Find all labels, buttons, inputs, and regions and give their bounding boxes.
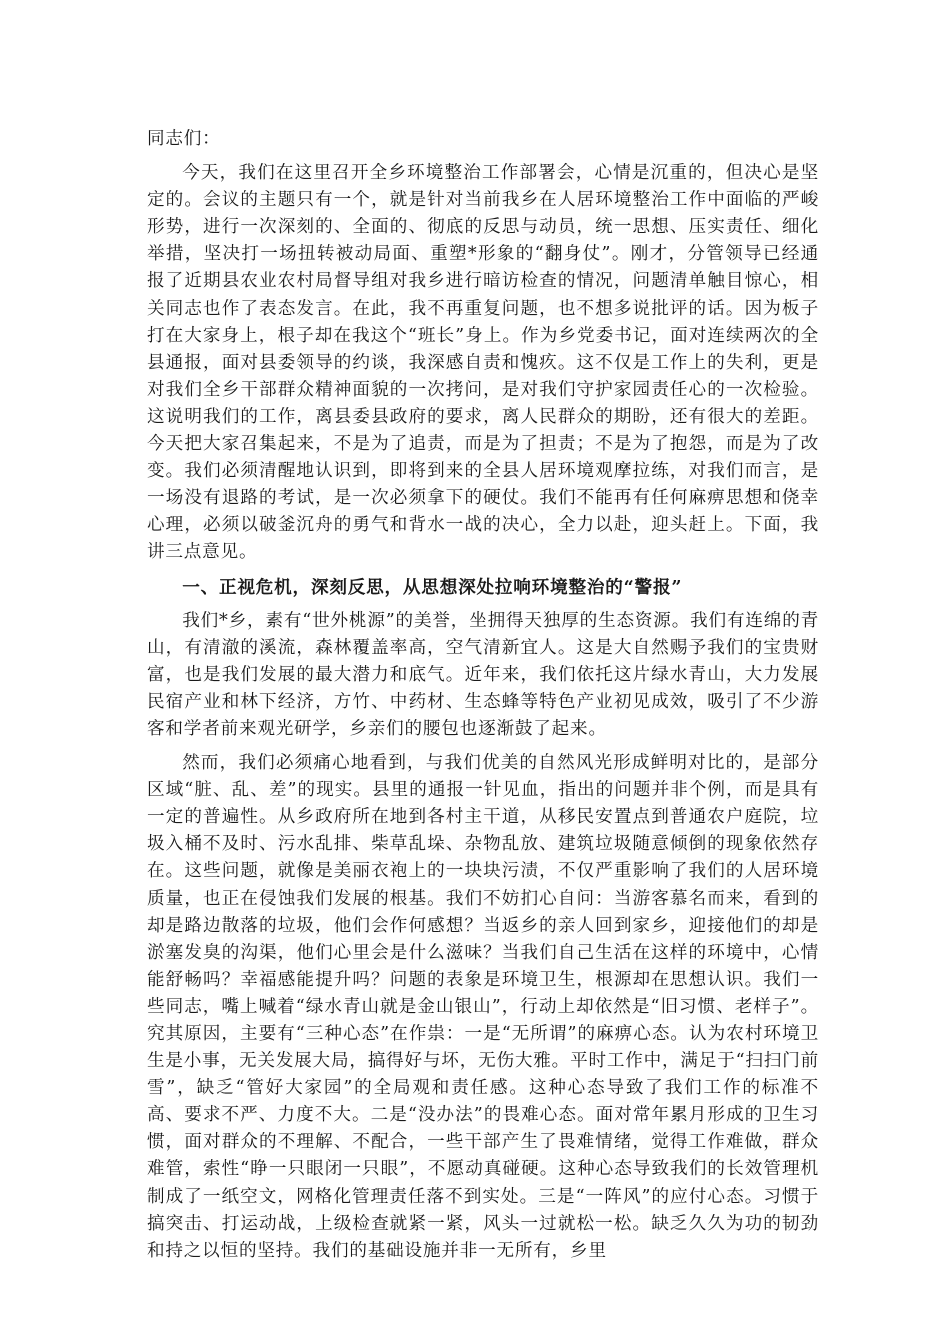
paragraph-section1-body: 然而，我们必须痛心地看到，与我们优美的自然风光形成鲜明对比的，是部分区域“脏、乱、差”的现实。县里的通报一针见血，指出的问题并非个例，而是具有一定的普遍性。从乡政府所在地到各村主干道，从移民安置点到普通农户庭院，垃圾入桶不及时、污水乱排、柴草乱垛、杂物乱放、建筑垃圾随意倾倒的现象依然存在。这些问题，就像是美丽衣袍上的一块块污渍，不仅严重影响了我们的人居环境质量，也正在侵蚀我们发展的根基。我们不妨扪心自问：当游客慕名而来，看到的却是路边散落的垃圾，他们会作何感想？当返乡的亲人回到家乡，迎接他们的却是淤塞发臭的沟渠，他们心里会是什么滋味？当我们自己生活在这样的环境中，心情能舒畅吗？幸福感能提升吗？问题的表象是环境卫生，根源却在思想认识。我们一些同志，嘴上喊着“绿水青山就是金山银山”，行动上却依然是“旧习惯、老样子”。究其原因，主要有“三种心态”在作祟：一是“无所谓”的麻痹心态。认为农村环境卫生是小事，无关发展大局，搞得好与坏，无伤大雅。平时工作中，满足于“扫扫门前雪”，缺乏“管好大家园”的全局观和责任感。这种心态导致了我们工作的标准不高、要求不严、力度不大。二是“没办法”的畏难心态。面对常年累月形成的卫生习惯，面对群众的不理解、不配合，一些干部产生了畏难情绪，觉得工作难做，群众难管，索性“睁一只眼闭一只眼”，不愿动真碰硬。这种心态导致我们的长效管理机制成了一纸空文，网格化管理责任落不到实处。三是“一阵风”的应付心态。习惯于搞突击、打运动战，上级检查就紧一紧，风头一过就松一松。缺乏久久为功的韧劲和持之以恒的坚持。我们的基础设施并非一无所有，乡里	[147, 753, 819, 1261]
document-body	[147, 126, 819, 1272]
section-heading-1: 一、正视危机，深刻反思，从思想深处拉响环境整治的“警报”	[182, 576, 683, 598]
paragraph-section1-intro: 我们*乡，素有“世外桃源”的美誉，坐拥得天独厚的生态资源。我们有连绵的青山，有清澈的溪流，森林覆盖率高，空气清新宜人。这是大自然赐予我们的宝贵财富，也是我们发展的最大潜力和底气。近年来，我们依托这片绿水青山，大力发展民宿产业和林下经济，方竹、中药材、生态蜂等特色产业初见成效，吸引了不少游客和学者前来观光研学，乡亲们的腰包也逐渐鼓了起来。	[147, 610, 819, 739]
salutation: 同志们：	[147, 129, 221, 149]
paragraph-opening: 今天，我们在这里召开全乡环境整治工作部署会，心情是沉重的，但决心是坚定的。会议的主题只有一个，就是针对当前我乡在人居环境整治工作中面临的严峻形势，进行一次深刻的、全面的、彻底的反思与动员，统一思想、压实责任、细化举措，坚决打一场扭转被动局面、重塑*形象的“翻身仗”。刚才，分管领导已经通报了近期县农业农村局督导组对我乡进行暗访检查的情况，问题清单触目惊心，相关同志也作了表态发言。在此，我不再重复问题，也不想多说批评的话。因为板子打在大家身上，根子却在我这个“班长”身上。作为乡党委书记，面对连续两次的全县通报，面对县委领导的约谈，我深感自责和愧疚。这不仅是工作上的失利，更是对我们全乡干部群众精神面貌的一次拷问，是对我们守护家园责任心的一次检验。这说明我们的工作，离县委县政府的要求，离人民群众的期盼，还有很大的差距。今天把大家召集起来，不是为了追责，而是为了担责；不是为了抱怨，而是为了改变。我们必须清醒地认识到，即将到来的全县人居环境观摩拉练，对我们而言，是一场没有退路的考试，是一次必须拿下的硬仗。我们不能再有任何麻痹思想和侥幸心理，必须以破釜沉舟的勇气和背水一战的决心，全力以赴，迎头赶上。下面，我讲三点意见。	[147, 163, 819, 563]
